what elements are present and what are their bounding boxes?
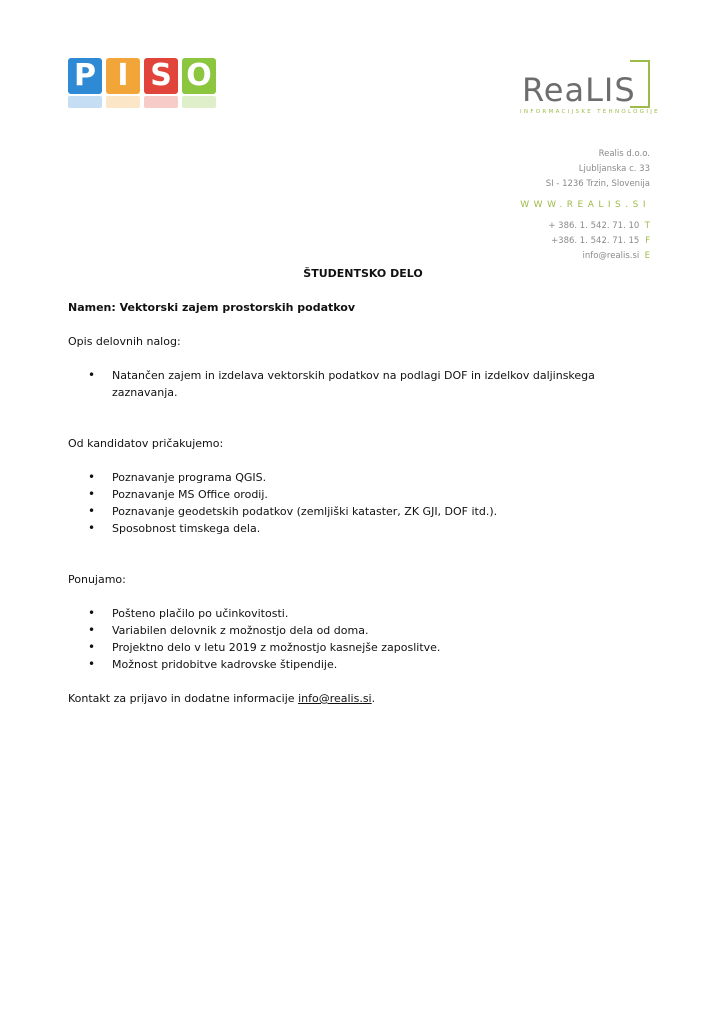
piso-logo bbox=[68, 58, 218, 110]
company-email[interactable]: info@realis.si bbox=[582, 251, 640, 261]
list-item: • Projektno delo v letu 2019 z možnostjo kasnejše zaposlitve. bbox=[68, 639, 658, 656]
piso-reflection bbox=[106, 96, 140, 108]
company-fax-letter: F bbox=[645, 236, 650, 246]
piso-letter-s: S bbox=[144, 58, 178, 94]
realis-tagline: INFORMACIJSKE TEHNOLOGIJE bbox=[520, 109, 660, 115]
piso-letter-i: I bbox=[106, 58, 140, 94]
company-phone: + 386. 1. 542. 71. 10 bbox=[548, 221, 640, 231]
company-fax-row bbox=[520, 234, 650, 249]
company-web[interactable]: WWW.REALIS.SI bbox=[520, 200, 650, 210]
list-item: • Sposobnost timskega dela. bbox=[68, 520, 658, 537]
company-email-row bbox=[520, 249, 650, 264]
company-address bbox=[520, 147, 650, 264]
list-item: • Variabilen delovnik z možnostjo dela od doma. bbox=[68, 622, 658, 639]
company-name: Realis d.o.o. bbox=[598, 149, 650, 159]
company-street: Ljubljanska c. 33 bbox=[578, 164, 650, 174]
document-subject: Namen: Vektorski zajem prostorskih podatkov bbox=[68, 301, 356, 314]
piso-reflection bbox=[144, 96, 178, 108]
list-item: • Natančen zajem in izdelava vektorskih podatkov na podlagi DOF in izdelkov daljinskega zaznavanja. bbox=[68, 367, 658, 401]
tasks-heading: Opis delovnih nalog: bbox=[68, 335, 181, 348]
tasks-list bbox=[68, 367, 658, 401]
list-item: • Poznavanje programa QGIS. bbox=[68, 469, 658, 486]
company-phone-row bbox=[520, 219, 650, 234]
contact-line bbox=[68, 690, 658, 707]
realis-logo bbox=[516, 60, 660, 120]
contact-text: Kontakt za prijavo in dodatne informacije bbox=[68, 692, 299, 705]
piso-letter-o: O bbox=[182, 58, 216, 94]
list-item: • Poznavanje MS Office orodij. bbox=[68, 486, 658, 503]
company-city: SI - 1236 Trzin, Slovenija bbox=[545, 179, 650, 189]
piso-letter-p: P bbox=[68, 58, 102, 94]
list-item: • Poznavanje geodetskih podatkov (zemljiški kataster, ZK GJI, DOF itd.). bbox=[68, 503, 658, 520]
list-item: • Možnost pridobitve kadrovske štipendije. bbox=[68, 656, 658, 673]
piso-reflection bbox=[182, 96, 216, 108]
piso-reflection bbox=[68, 96, 102, 108]
company-email-letter: E bbox=[644, 251, 650, 261]
expect-list bbox=[68, 469, 658, 537]
offer-list bbox=[68, 605, 658, 673]
company-phone-letter: T bbox=[644, 221, 650, 231]
document-body bbox=[68, 265, 658, 707]
contact-end: . bbox=[371, 692, 376, 705]
company-fax: +386. 1. 542. 71. 15 bbox=[551, 236, 640, 246]
expect-heading: Od kandidatov pričakujemo: bbox=[68, 437, 224, 450]
offer-heading: Ponujamo: bbox=[68, 573, 126, 586]
realis-wordmark: ReaLIS bbox=[522, 71, 636, 109]
document-title: ŠTUDENTSKO DELO bbox=[303, 267, 423, 280]
contact-email-link[interactable]: info@realis.si bbox=[298, 692, 372, 705]
list-item: • Pošteno plačilo po učinkovitosti. bbox=[68, 605, 658, 622]
